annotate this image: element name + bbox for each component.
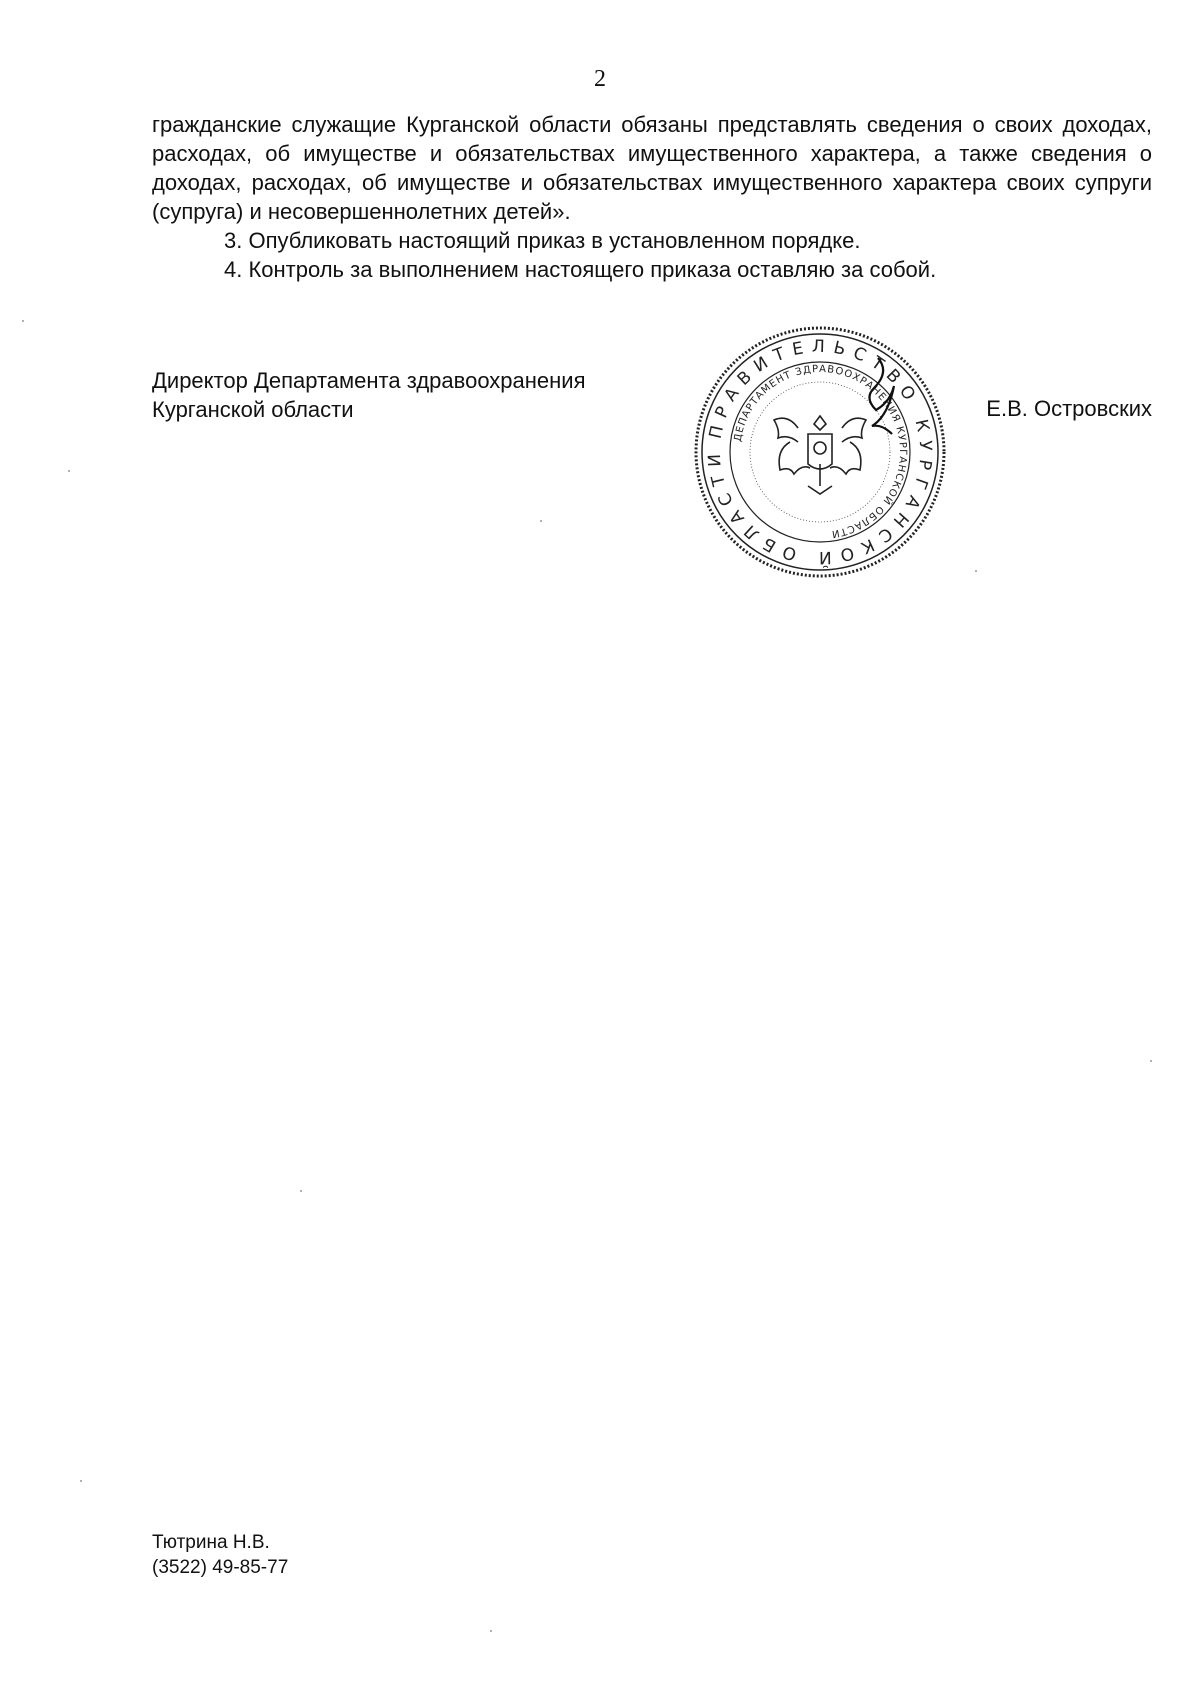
scan-speck	[490, 1630, 492, 1632]
seal-inner-text: ДЕПАРТАМЕНТ ЗДРАВООХРАНЕНИЯ КУРГАНСКОЙ ОБЛАСТИ	[732, 363, 909, 540]
official-seal	[692, 324, 948, 580]
paragraph-continuation: гражданские служащие Курганской области обязаны представлять сведения о своих доходах, расходах, об имуществе и обязательствах имущественного характера, а также сведения о доходах, расходах, об имуществе и обязательствах имущественного характера своих супруги (супруга) и несовершеннолетних детей».	[152, 112, 1152, 224]
signer-name: Е.В. Островских	[986, 396, 1152, 421]
signer-title-line-2: Курганской области	[152, 397, 354, 422]
scan-speck	[300, 1190, 302, 1192]
paragraph-item-4: 4. Контроль за выполнением настоящего приказа оставляю за собой.	[224, 257, 937, 282]
scan-speck	[975, 570, 977, 572]
coat-of-arms-icon	[774, 416, 866, 494]
seal-ring-3	[730, 362, 910, 542]
scan-speck	[22, 320, 24, 322]
signature-block	[152, 336, 1152, 596]
scan-speck	[80, 1480, 82, 1482]
paragraph-item-3: 3. Опубликовать настоящий приказ в установленном порядке.	[224, 228, 861, 253]
body-text	[152, 110, 1152, 284]
scan-speck	[540, 520, 542, 522]
executor-block	[152, 1530, 288, 1580]
scan-speck	[68, 470, 70, 472]
seal-outer-text: ПРАВИТЕЛЬСТВО КУРГАНСКОЙ ОБЛАСТИ	[704, 336, 936, 568]
seal-ring-4	[750, 382, 890, 522]
signer-title-line-1: Директор Департамента здравоохранения	[152, 368, 586, 393]
scan-speck	[1150, 1060, 1152, 1062]
executor-name: Тютрина Н.В.	[152, 1532, 270, 1553]
signer-title	[152, 366, 672, 424]
page-number: 2	[594, 66, 606, 92]
executor-phone: (3522) 49-85-77	[152, 1557, 289, 1578]
